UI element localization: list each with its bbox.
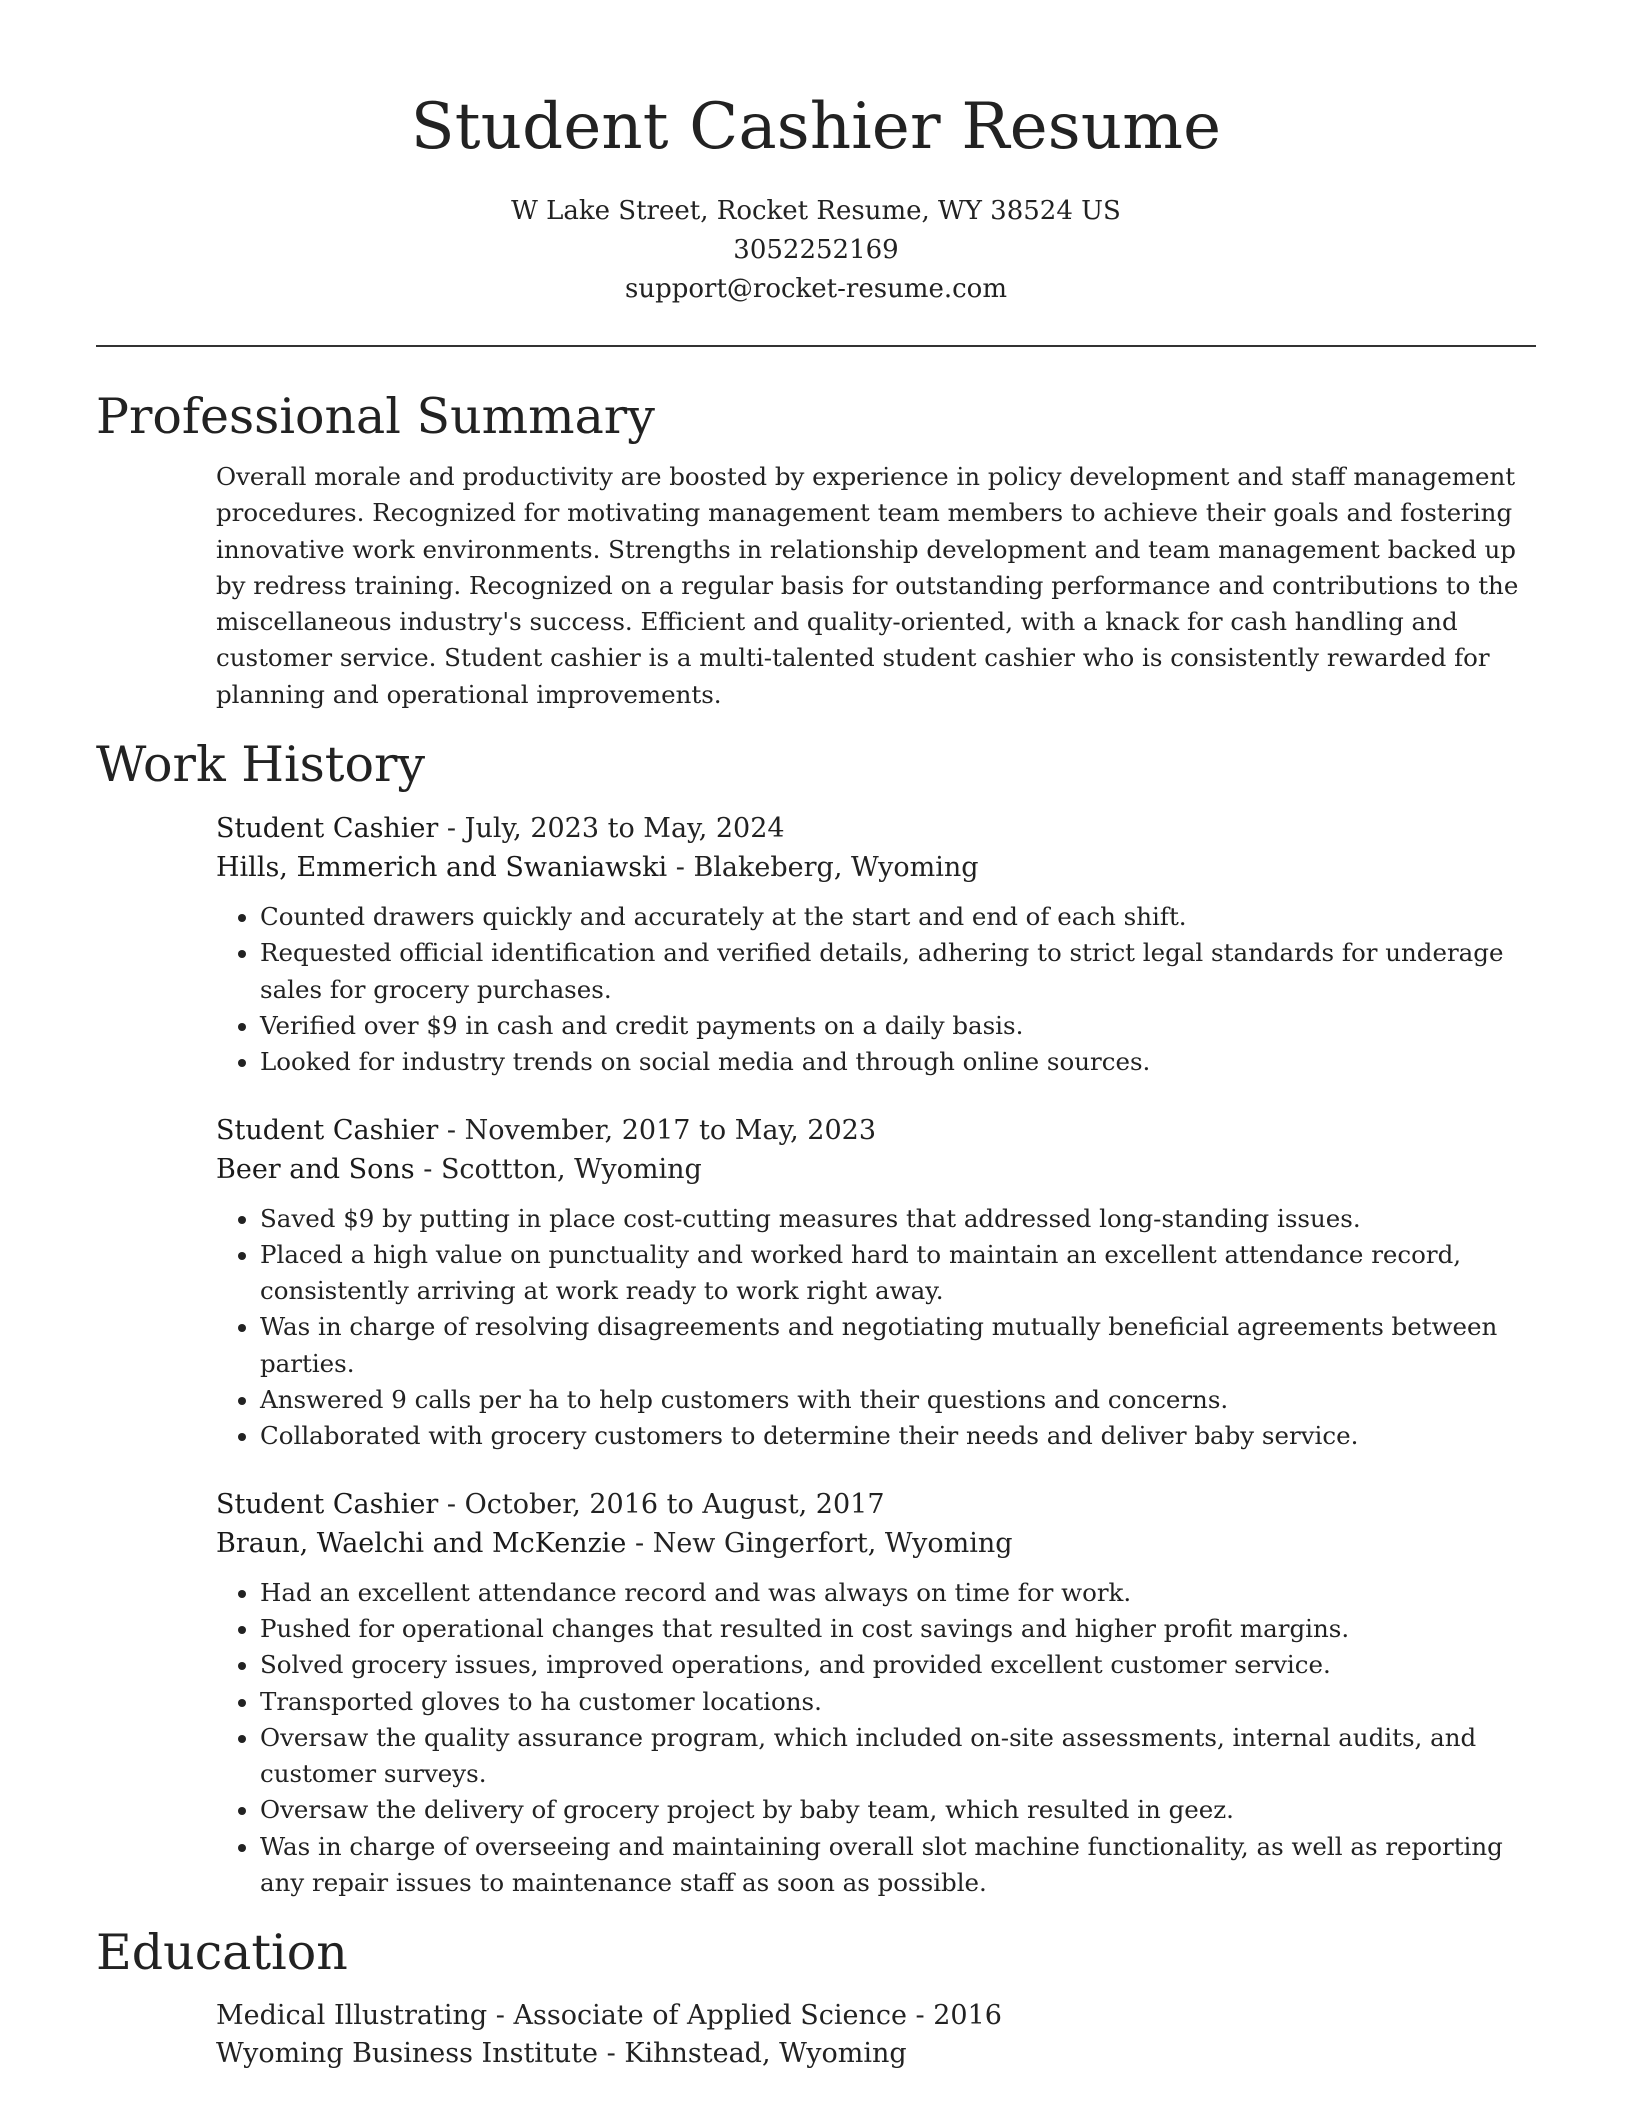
summary-section [96,387,1536,713]
job-bullet: • Collaborated with grocery customers to determine their needs and deliver baby service. [260,1418,1536,1454]
summary-text: Overall morale and productivity are boosted by experience in policy development and staff management procedures. Recognized for motivating management team members to achieve their goals and fostering innovative work environments. Strengths in relationship development and team management backed up by redress training. Recognized on a regular basis for outstanding performance and contributions to the miscellaneous industry's success. Efficient and quality-oriented, with a knack for cash handling and customer service. Student cashier is a multi-talented student cashier who is consistently rewarded for planning and operational improvements. [216,462,1519,709]
job-bullet: • Pushed for operational changes that resulted in cost savings and higher profit margins. [260,1611,1536,1647]
work-history-heading: Work History [96,736,426,794]
job-title-line: Student Cashier - November, 2017 to May, 2023 [216,1114,876,1146]
education-heading: Education [96,1924,348,1982]
job-dates: July, 2023 to May, 2024 [464,813,785,845]
job-company-line: Braun, Waelchi and McKenzie - New Gingerfort, Wyoming [216,1527,1013,1559]
job-entry [216,1111,1536,1455]
job-bullet: • Solved grocery issues, improved operations, and provided excellent customer service. [260,1647,1536,1683]
job-bullet: • Oversaw the quality assurance program, which included on-site assessments, internal audits, and customer surveys. [260,1720,1536,1793]
job-bullet-list [216,1575,1536,1902]
job-title: Student Cashier [216,813,439,845]
job-title: Student Cashier [216,1114,439,1146]
job-company-line: Beer and Sons - Scottton, Wyoming [216,1153,702,1185]
job-title-line: Student Cashier - October, 2016 to August, 2017 [216,1488,885,1520]
summary-heading: Professional Summary [96,388,655,445]
job-title-line: Student Cashier - July, 2023 to May, 2024 [216,813,785,845]
contact-block [96,192,1536,309]
job-title: Student Cashier [216,1488,439,1520]
education-field: Medical Illustrating [216,2000,488,2032]
job-company: Beer and Sons [216,1153,415,1185]
job-bullet: • Had an excellent attendance record and was always on time for work. [260,1575,1536,1611]
contact-address: W Lake Street, Rocket Resume, WY 38524 US [511,196,1121,226]
education-section [96,1923,1536,2073]
job-location: Scottton, Wyoming [440,1153,702,1185]
job-company: Braun, Waelchi and McKenzie [216,1527,627,1559]
job-company-line: Hills, Emmerich and Swaniawski - Blakeberg, Wyoming [216,852,979,884]
work-history-section [96,735,1536,1901]
education-school: Wyoming Business Institute [216,2038,599,2070]
contact-email: support@rocket-resume.com [624,274,1007,304]
job-dates: November, 2017 to May, 2023 [464,1114,876,1146]
education-entry [216,1997,1536,2073]
resume-header [96,0,1536,309]
job-bullet: • Counted drawers quickly and accurately at the start and end of each shift. [260,899,1536,935]
education-school-line: Wyoming Business Institute - Kihnstead, Wyoming [216,2038,907,2070]
job-location: New Gingerfort, Wyoming [652,1527,1013,1559]
job-bullet: • Requested official identification and verified details, adhering to strict legal standards for underage sales for grocery purchases. [260,935,1536,1008]
header-divider [96,345,1536,347]
job-bullet-list [216,899,1536,1080]
education-degree-line: Medical Illustrating - Associate of Applied Science - 2016 [216,2000,1002,2032]
job-bullet: • Placed a high value on punctuality and worked hard to maintain an excellent attendance record, consistently arriving at work ready to work right away. [260,1237,1536,1310]
job-bullet: • Answered 9 calls per ha to help customers with their questions and concerns. [260,1382,1536,1418]
education-year: 2016 [933,2000,1002,2032]
job-bullet: • Looked for industry trends on social media and through online sources. [260,1044,1536,1080]
job-bullet: • Transported gloves to ha customer locations. [260,1684,1536,1720]
job-bullet-list [216,1201,1536,1455]
job-bullet: • Verified over $9 in cash and credit payments on a daily basis. [260,1008,1536,1044]
job-entry [216,809,1536,1080]
job-location: Blakeberg, Wyoming [693,852,979,884]
education-degree: Associate of Applied Science [513,2000,907,2032]
contact-phone: 3052252169 [733,235,899,265]
job-bullet: • Saved $9 by putting in place cost-cutting measures that addressed long-standing issues. [260,1201,1536,1237]
job-dates: October, 2016 to August, 2017 [464,1488,885,1520]
job-bullet: • Oversaw the delivery of grocery project by baby team, which resulted in geez. [260,1792,1536,1828]
job-bullet: • Was in charge of overseeing and maintaining overall slot machine functionality, as well as reporting any repair issues to maintenance staff as soon as possible. [260,1829,1536,1902]
job-entry [216,1485,1536,1902]
education-location: Kihnstead, Wyoming [624,2038,907,2070]
resume-title: Student Cashier Resume [410,90,1222,164]
job-bullet: • Was in charge of resolving disagreements and negotiating mutually beneficial agreements between parties. [260,1309,1536,1382]
job-company: Hills, Emmerich and Swaniawski [216,852,668,884]
